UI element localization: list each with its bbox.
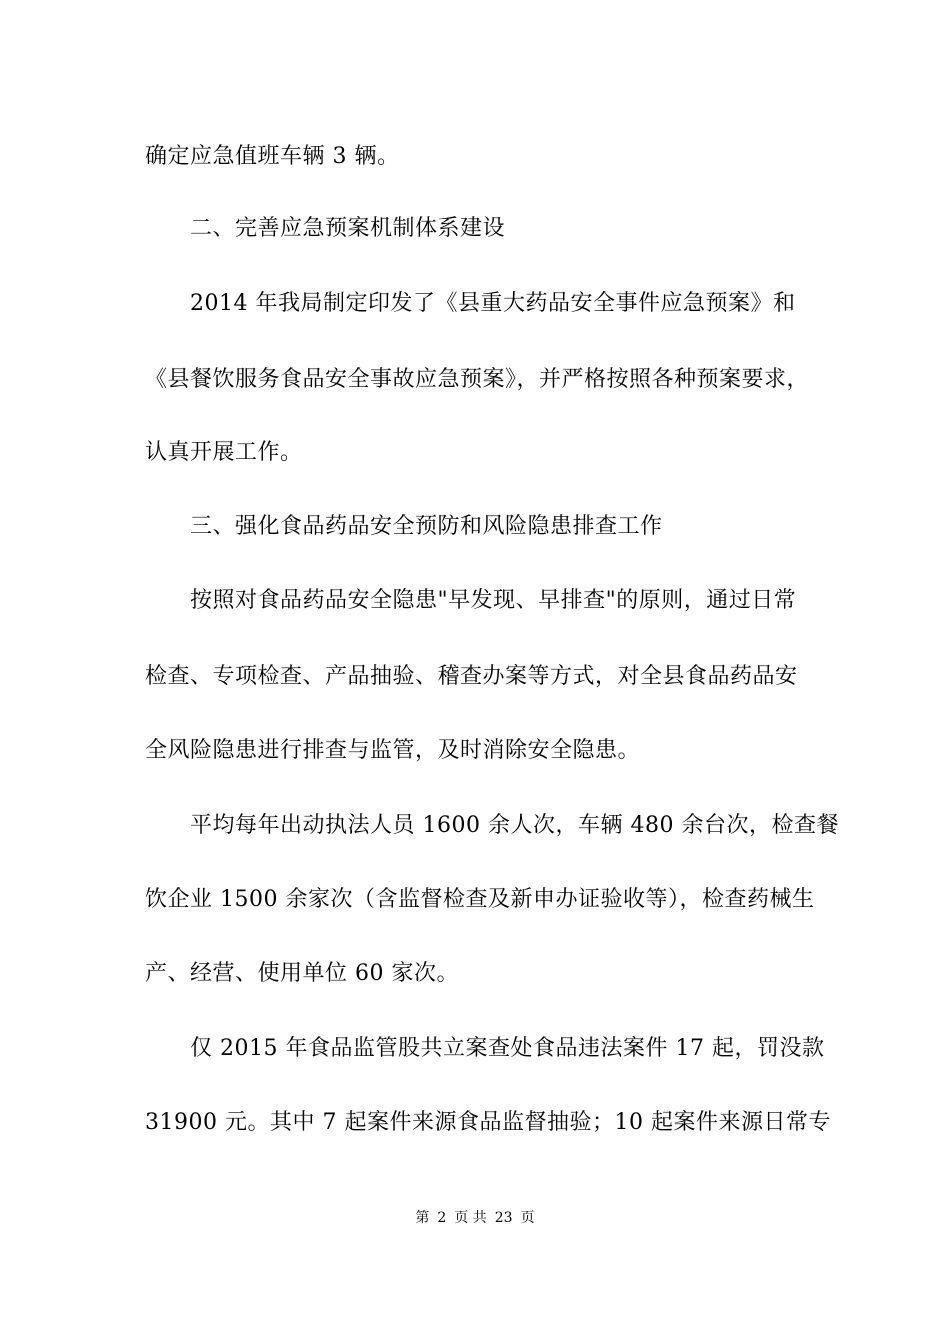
page-footer — [0, 1208, 950, 1228]
footer-label-end: 页 — [520, 1210, 535, 1226]
text-line-9: 全风险隐患进行排查与监管，及时消除安全隐患。 — [145, 738, 641, 763]
footer-current-page: 2 — [437, 1210, 447, 1226]
text-line-1: 确定应急值班车辆 3 辆。 — [145, 144, 400, 169]
section-heading-2: 二、完善应急预案机制体系建设 — [190, 216, 506, 241]
text-line-14: 31900 元。其中 7 起案件来源食品监督抽验；10 起案件来源日常专 — [145, 1110, 831, 1135]
section-heading-3: 三、强化食品药品安全预防和风险隐患排查工作 — [190, 514, 663, 539]
text-line-7: 按照对食品药品安全隐患"早发现、早排查"的原则，通过日常 — [190, 588, 797, 613]
footer-label-page: 第 — [415, 1210, 430, 1226]
text-line-8: 检查、专项检查、产品抽验、稽查办案等方式，对全县食品药品安 — [145, 664, 798, 689]
text-line-11: 饮企业 1500 余家次（含监督检查及新申办证验收等），检查药械生 — [145, 887, 815, 912]
text-line-13: 仅 2015 年食品监管股共立案查处食品违法案件 17 起，罚没款 — [190, 1036, 825, 1061]
text-line-5: 认真开展工作。 — [145, 440, 303, 465]
text-line-12: 产、经营、使用单位 60 家次。 — [145, 961, 459, 986]
text-line-3: 2014 年我局制定印发了《县重大药品安全事件应急预案》和 — [190, 291, 796, 316]
footer-label-of: 页 共 — [454, 1210, 487, 1226]
text-line-4: 《县餐饮服务食品安全事故应急预案》，并严格按照各种预案要求， — [145, 367, 810, 392]
footer-total-pages: 23 — [494, 1210, 513, 1226]
text-line-10: 平均每年出动执法人员 1600 余人次，车辆 480 余台次，检查餐 — [190, 813, 839, 838]
